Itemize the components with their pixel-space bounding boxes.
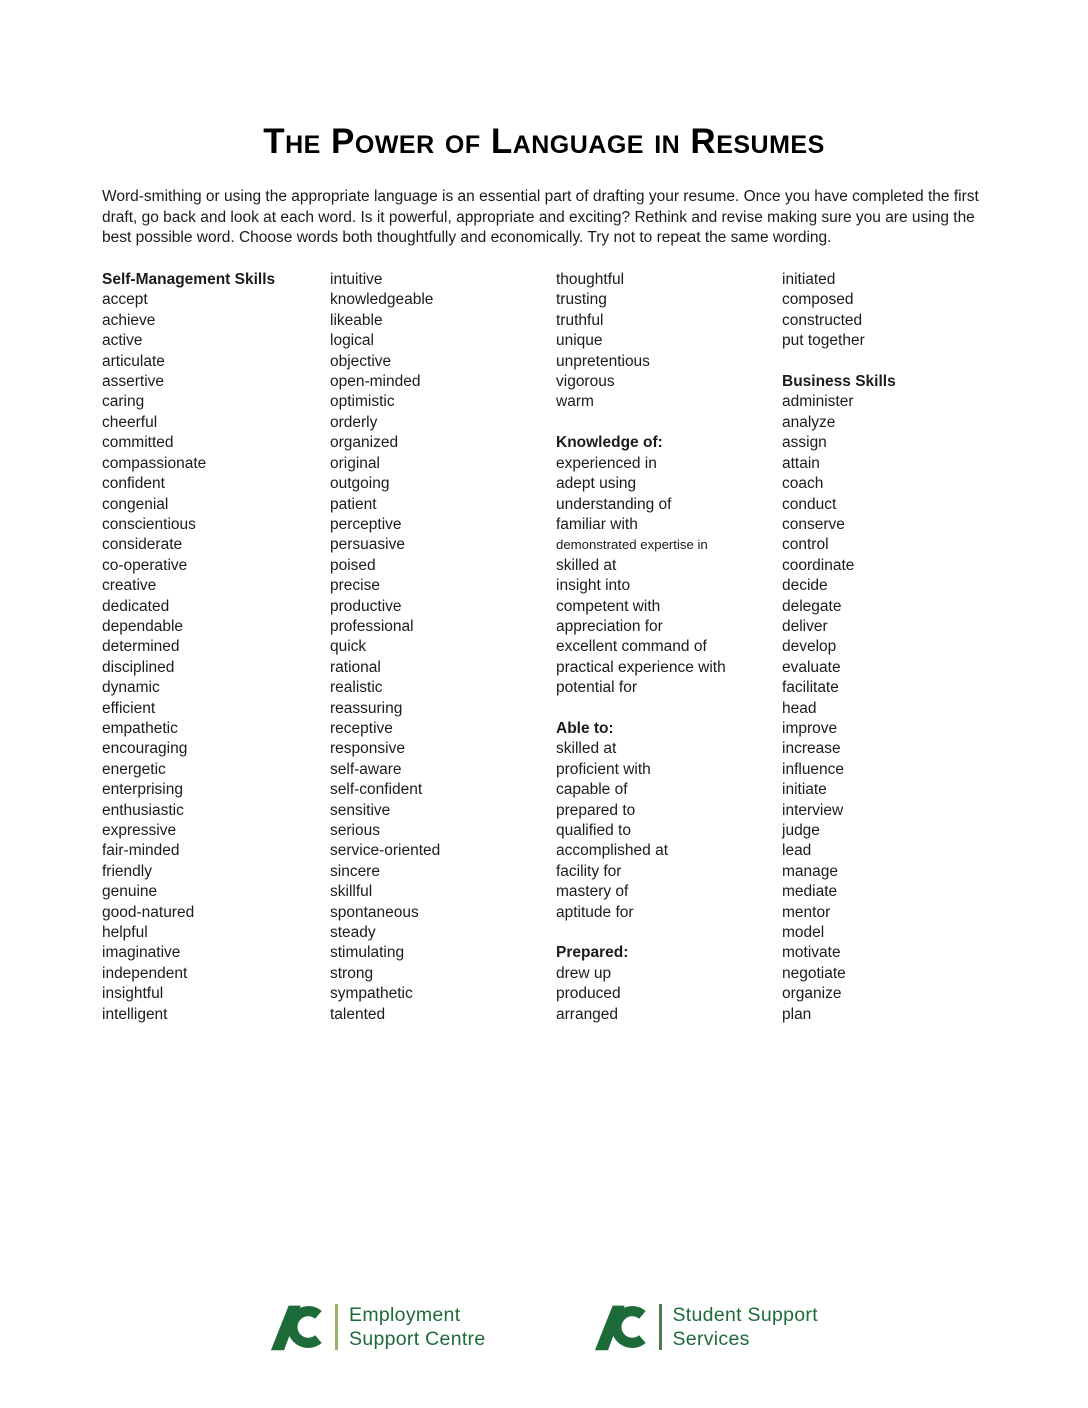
word-item: experienced in: [556, 454, 657, 472]
logo-text: [673, 1303, 818, 1351]
word-column-knowledge-able-prepared: [556, 270, 782, 1025]
word-item: warm: [556, 393, 594, 411]
word-item: realistic: [330, 679, 383, 697]
section-header: Able to:: [556, 719, 614, 737]
word-item: familiar with: [556, 515, 638, 533]
footer: [0, 1302, 1088, 1352]
word-item: committed: [102, 434, 174, 452]
word-item: skilled at: [556, 556, 617, 574]
word-item: judge: [782, 822, 820, 839]
word-item: organized: [330, 434, 399, 452]
logo-divider: [659, 1304, 662, 1350]
word-item: genuine: [102, 883, 158, 901]
word-item: precise: [330, 577, 380, 595]
word-item: aptitude for: [556, 903, 634, 921]
word-item: mentor: [782, 903, 831, 921]
word-item: lead: [782, 842, 812, 860]
word-item: negotiate: [782, 964, 846, 982]
page-title: The Power of Language in Resumes: [263, 122, 825, 161]
word-item: practical experience with: [556, 658, 726, 676]
word-item: insight into: [556, 577, 631, 595]
word-item: potential for: [556, 679, 637, 697]
word-item: dynamic: [102, 679, 160, 697]
word-column-2: [330, 270, 556, 1025]
word-item: produced: [556, 985, 621, 1003]
word-item: spontaneous: [330, 903, 419, 921]
word-item: outgoing: [330, 475, 390, 493]
word-item: increase: [782, 740, 841, 758]
word-item: encouraging: [102, 740, 188, 758]
word-item: initiated: [782, 271, 836, 289]
word-item: conduct: [782, 495, 837, 513]
word-item: coordinate: [782, 556, 855, 574]
word-item: sincere: [330, 862, 380, 880]
word-item: plan: [782, 1005, 812, 1023]
word-item: unpretentious: [556, 352, 650, 370]
word-item: prepared to: [556, 801, 636, 819]
intro-paragraph: Word-smithing or using the appropriate language is an essential part of drafting your resume. Once you have completed the first draft, go back and look at each word. Is it powerful, appropriate and exciting? Rethink and revise making sure you are using the best possible word. Choose words both thoughtfully and economically. Try not to repeat the same wording.: [102, 188, 979, 247]
word-item: caring: [102, 393, 145, 411]
word-item: enthusiastic: [102, 801, 184, 819]
section-header: Business Skills: [782, 373, 896, 391]
word-item: develop: [782, 638, 837, 656]
word-item: model: [782, 924, 825, 942]
word-item: influence: [782, 760, 845, 778]
word-item: persuasive: [330, 536, 405, 554]
word-item: accept: [102, 291, 148, 309]
word-item: responsive: [330, 740, 405, 758]
word-item: improve: [782, 719, 838, 737]
ac-logo-icon: [594, 1302, 648, 1352]
word-item: talented: [330, 1005, 386, 1023]
word-item: put together: [782, 332, 865, 350]
word-item: control: [782, 536, 829, 554]
word-item: arranged: [556, 1005, 619, 1023]
logo-text: [349, 1303, 485, 1351]
logo-text-line: Support Centre: [349, 1328, 486, 1350]
word-item: independent: [102, 964, 188, 982]
word-item: administer: [782, 393, 854, 411]
word-item: facility for: [556, 862, 622, 880]
word-item: skillful: [330, 883, 373, 901]
section-header: Prepared:: [556, 944, 629, 962]
word-item: fair-minded: [102, 842, 180, 860]
word-item: considerate: [102, 536, 183, 554]
word-item: interview: [782, 801, 844, 819]
logo-text-line: Employment: [349, 1304, 461, 1326]
spacer-row: [556, 699, 782, 719]
word-item: helpful: [102, 924, 148, 942]
word-item: manage: [782, 862, 839, 880]
word-item: reassuring: [330, 699, 403, 717]
word-item: dependable: [102, 617, 184, 635]
spacer-row: [556, 923, 782, 943]
word-item: appreciation for: [556, 617, 663, 635]
word-item: assertive: [102, 373, 165, 391]
word-item: serious: [330, 822, 380, 839]
word-item: qualified to: [556, 822, 631, 839]
ac-logo-icon: [270, 1302, 324, 1352]
word-item: energetic: [102, 760, 166, 778]
word-item: self-confident: [330, 781, 423, 799]
word-item: unique: [556, 332, 603, 350]
word-item: decide: [782, 577, 828, 595]
word-item: professional: [330, 617, 414, 635]
word-item: confident: [102, 475, 165, 493]
word-item: friendly: [102, 862, 152, 880]
word-item: strong: [330, 964, 374, 982]
word-item: poised: [330, 556, 376, 574]
word-item: stimulating: [330, 944, 405, 962]
word-item: optimistic: [330, 393, 395, 411]
word-item: conserve: [782, 515, 845, 533]
word-item: demonstrated expertise in: [556, 537, 708, 553]
word-item: enterprising: [102, 781, 183, 799]
word-item: congenial: [102, 495, 169, 513]
word-column-business-skills: [782, 270, 1012, 1025]
word-item: service-oriented: [330, 842, 441, 860]
word-item: thoughtful: [556, 271, 625, 289]
word-item: adept using: [556, 475, 637, 493]
word-item: mediate: [782, 883, 838, 901]
word-item: coach: [782, 475, 824, 493]
word-item: mastery of: [556, 883, 629, 901]
word-item: capable of: [556, 781, 628, 799]
word-item: attain: [782, 454, 820, 472]
word-item: delegate: [782, 597, 842, 615]
word-item: co-operative: [102, 556, 188, 574]
word-item: empathetic: [102, 719, 178, 737]
spacer-row: [556, 413, 782, 433]
word-item: creative: [102, 577, 157, 595]
word-item: truthful: [556, 311, 604, 329]
word-item: compassionate: [102, 454, 207, 472]
word-item: likeable: [330, 311, 383, 329]
word-item: proficient with: [556, 760, 651, 778]
section-header: Self-Management Skills: [102, 271, 276, 289]
word-item: sympathetic: [330, 985, 413, 1003]
word-item: accomplished at: [556, 842, 669, 860]
word-item: articulate: [102, 352, 165, 370]
word-item: logical: [330, 332, 374, 350]
word-item: determined: [102, 638, 180, 656]
word-item: good-natured: [102, 903, 195, 921]
word-item: initiate: [782, 781, 827, 799]
word-item: quick: [330, 638, 367, 656]
word-item: vigorous: [556, 373, 615, 391]
word-item: understanding of: [556, 495, 672, 513]
word-item: self-aware: [330, 760, 402, 778]
word-item: objective: [330, 352, 392, 370]
word-item: analyze: [782, 413, 836, 431]
word-item: constructed: [782, 311, 863, 329]
spacer-row: [782, 352, 1012, 372]
word-item: head: [782, 699, 817, 717]
word-item: imaginative: [102, 944, 181, 962]
word-item: expressive: [102, 822, 177, 839]
word-item: evaluate: [782, 658, 841, 676]
word-item: patient: [330, 495, 377, 513]
word-item: composed: [782, 291, 854, 309]
word-item: perceptive: [330, 515, 402, 533]
word-item: drew up: [556, 964, 612, 982]
word-item: skilled at: [556, 740, 617, 758]
word-item: conscientious: [102, 515, 196, 533]
word-item: trusting: [556, 291, 607, 309]
word-item: orderly: [330, 413, 378, 431]
word-item: rational: [330, 658, 381, 676]
word-item: intuitive: [330, 271, 383, 289]
word-item: sensitive: [330, 801, 391, 819]
word-item: open-minded: [330, 373, 421, 391]
word-item: cheerful: [102, 413, 158, 431]
logo-divider: [335, 1304, 338, 1350]
word-item: receptive: [330, 719, 393, 737]
word-item: steady: [330, 924, 376, 942]
word-item: insightful: [102, 985, 164, 1003]
word-item: motivate: [782, 944, 841, 962]
word-item: active: [102, 332, 143, 350]
word-item: excellent command of: [556, 638, 707, 656]
section-header: Knowledge of:: [556, 434, 663, 452]
word-item: competent with: [556, 597, 661, 615]
word-item: knowledgeable: [330, 291, 434, 309]
word-item: assign: [782, 434, 827, 452]
logo-employment-support-centre: [270, 1302, 485, 1352]
word-item: deliver: [782, 617, 828, 635]
word-item: original: [330, 454, 380, 472]
logo-student-support-services: [594, 1302, 818, 1352]
word-item: productive: [330, 597, 402, 615]
word-list: [102, 270, 1088, 1025]
word-item: organize: [782, 985, 842, 1003]
word-item: dedicated: [102, 597, 170, 615]
word-item: intelligent: [102, 1005, 168, 1023]
word-column-self-management: [102, 270, 330, 1025]
logo-text-line: Student Support: [672, 1304, 818, 1326]
word-item: disciplined: [102, 658, 175, 676]
word-item: achieve: [102, 311, 156, 329]
word-item: efficient: [102, 699, 156, 717]
logo-text-line: Services: [672, 1328, 750, 1350]
word-item: facilitate: [782, 679, 839, 697]
